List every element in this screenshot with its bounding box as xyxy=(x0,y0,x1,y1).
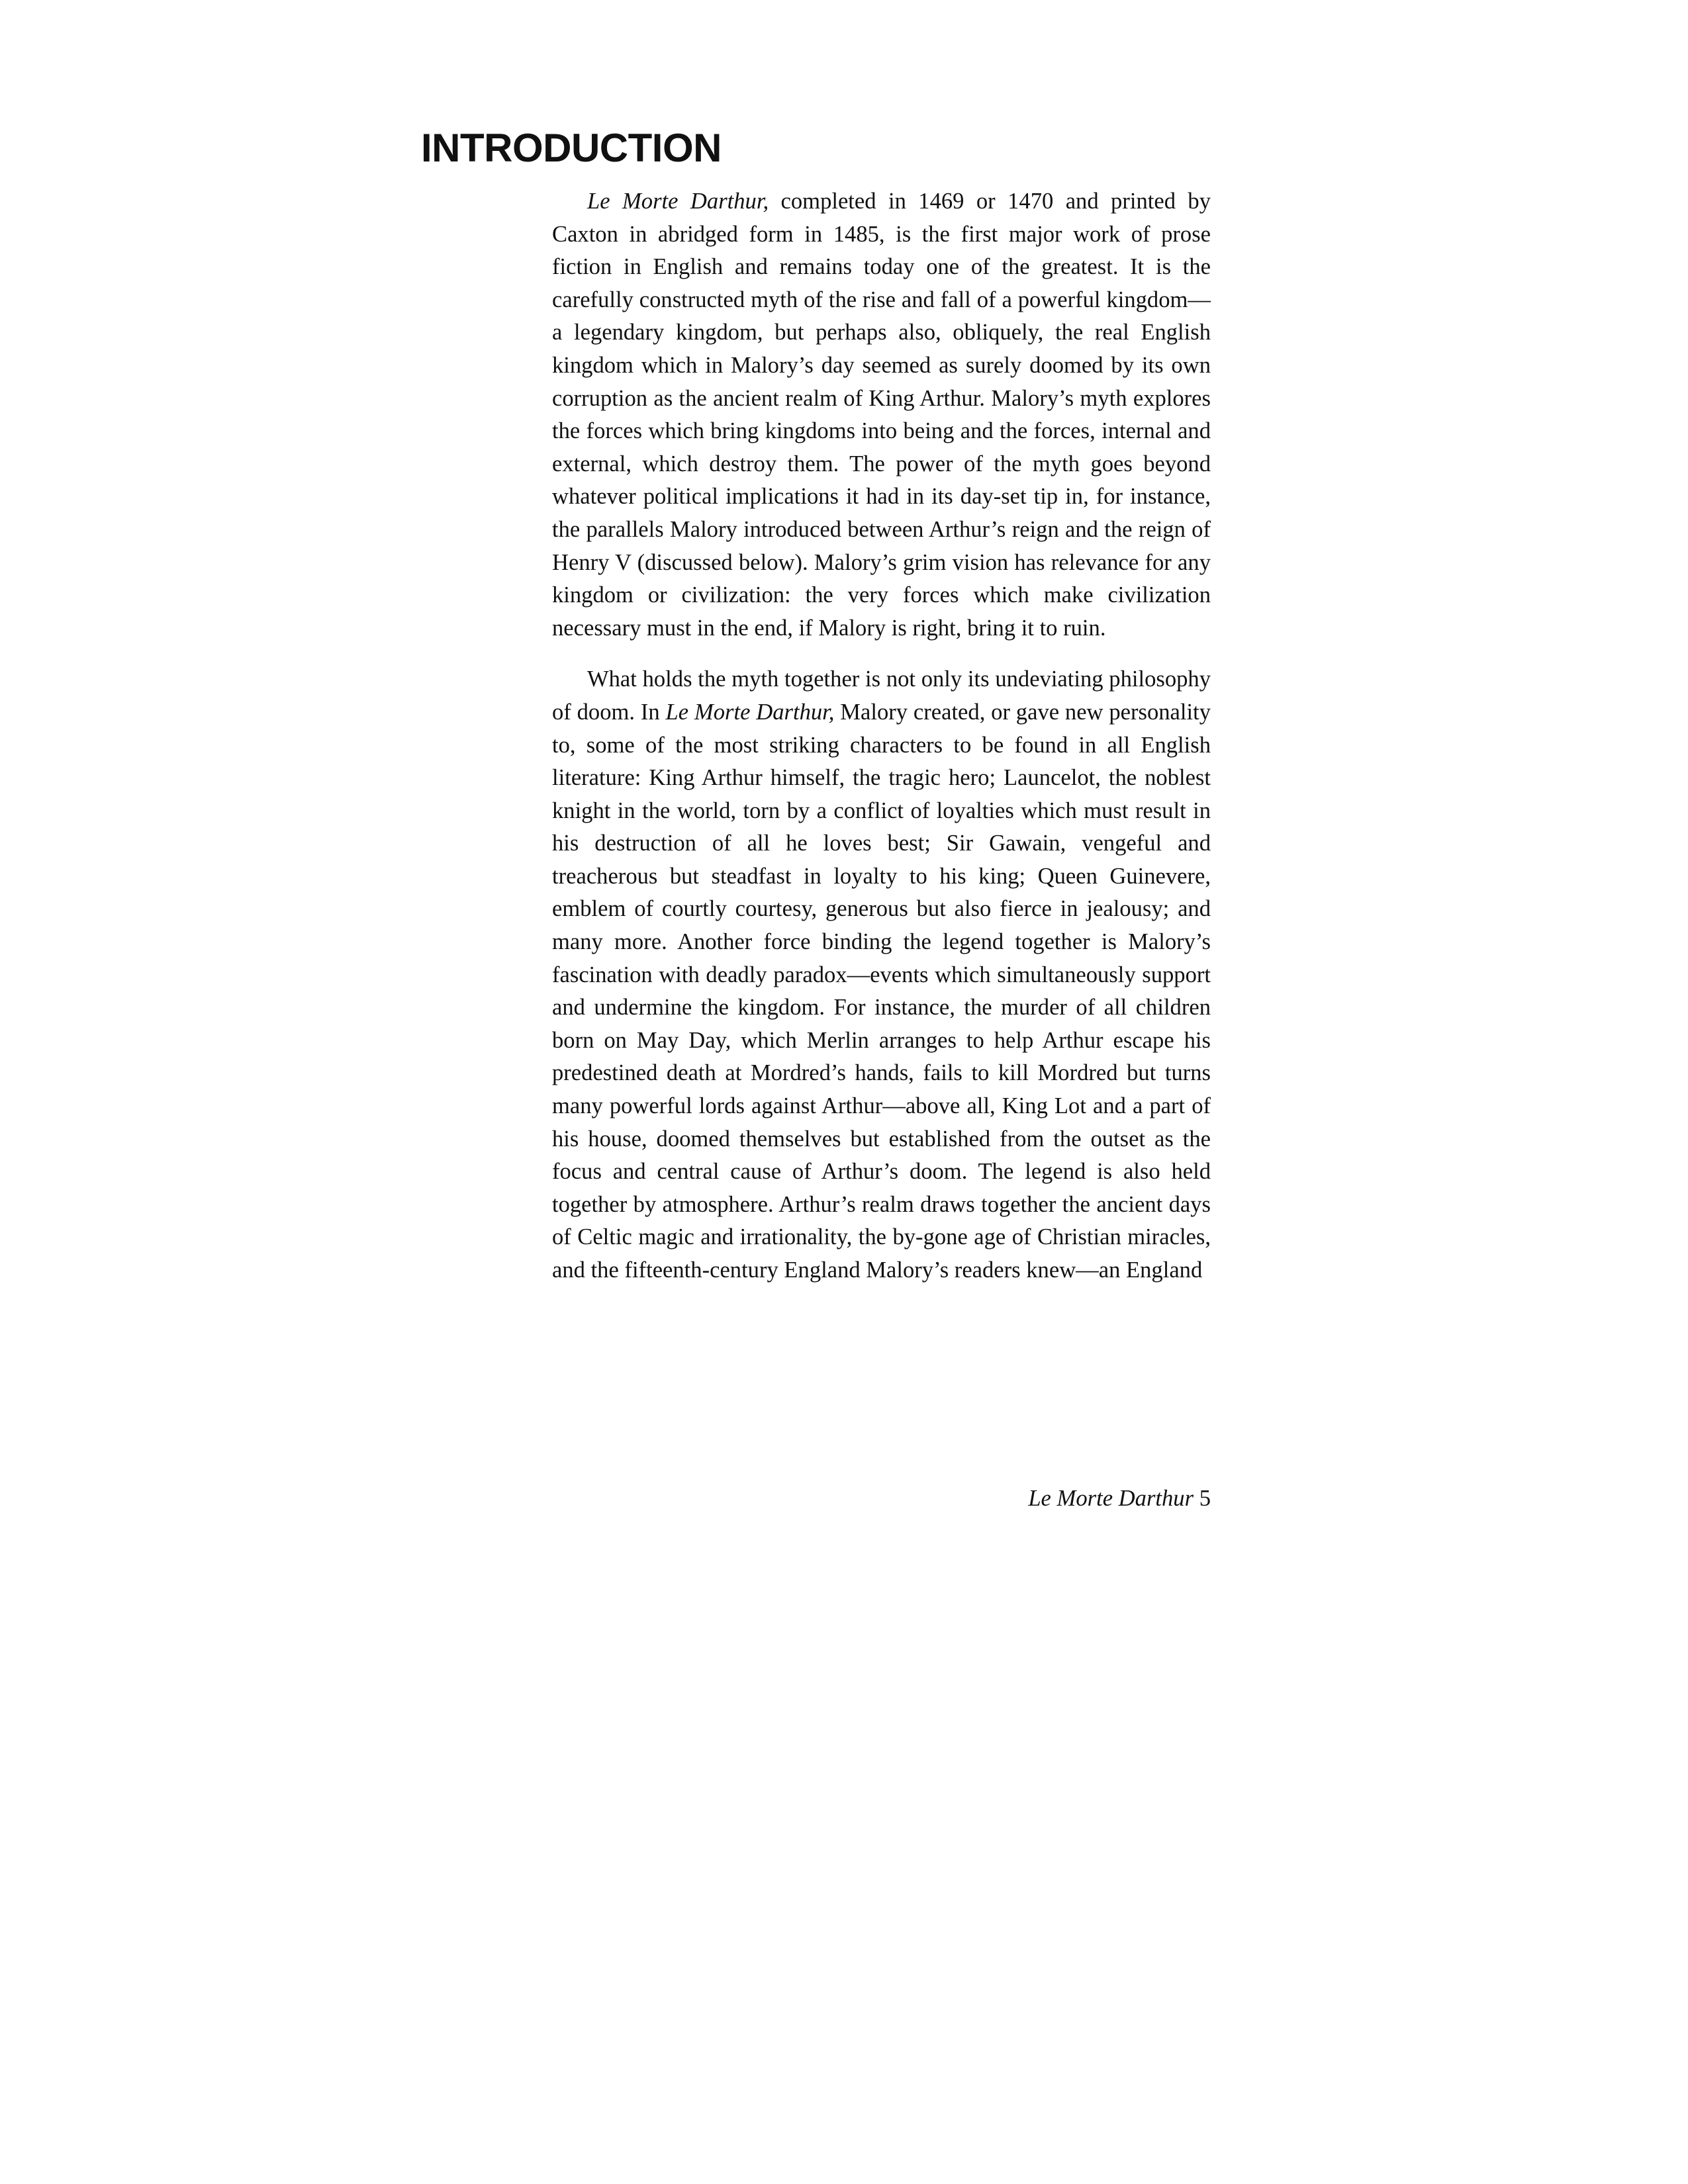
page-number: 5 xyxy=(1199,1486,1211,1511)
running-title: Le Morte Darthur xyxy=(1028,1486,1194,1511)
paragraph-2 xyxy=(552,663,1211,1287)
page-heading: INTRODUCTION xyxy=(421,126,722,170)
paragraph-1 xyxy=(552,185,1211,645)
book-title-italic: Le Morte Darthur, xyxy=(587,189,769,214)
paragraph-2-text-before: What holds the myth together is not only its undeviating philosophy of doom. In xyxy=(552,666,1211,725)
book-title-italic: Le Morte Darthur, xyxy=(665,699,835,725)
page-footer xyxy=(552,1482,1211,1514)
paragraph-1-text: completed in 1469 or 1470 and printed by Caxton in abridged form in 1485, is the first major work of prose fiction in English and remains today one of the greatest. It is the carefully constructed myth of the rise and fall of a powerful kingdom—a legendary kingdom, but perhaps also, obliquely, the real English kingdom which in Malory’s day seemed as surely doomed by its own corruption as the ancient realm of King Arthur. Malory’s myth explores the forces which bring kingdoms into being and the forces, internal and external, which destroy them. The power of the myth goes beyond whatever political implications it had in its day-set tip in, for instance, the parallels Malory introduced between Arthur’s reign and the reign of Henry V (discussed below). Malory’s grim vision has relevance for any kingdom or civilization: the very forces which make civilization necessary must in the end, if Malory is right, bring it to ruin. xyxy=(552,189,1211,641)
paragraph-2-text-after: Malory created, or gave new personality to, some of the most striking characters to be found in all English literature: King Arthur himself, the tragic hero; Launcelot, the noblest knight in the world, torn by a conflict of loyalties which must result in his destruction of all he loves best; Sir Gawain, vengeful and treacherous but steadfast in loyalty to his king; Queen Guinevere, emblem of courtly courtesy, generous but also fierce in jealousy; and many more. Another force binding the legend together is Malory’s fascination with deadly paradox—events which simultaneously support and undermine the kingdom. For instance, the murder of all children born on May Day, which Merlin arranges to help Arthur escape his predestined death at Mordred’s hands, fails to kill Mordred but turns many powerful lords against Arthur—above all, King Lot and a part of his house, doomed themselves but established from the outset as the focus and central cause of Arthur’s doom. The legend is also held together by atmosphere. Arthur’s realm draws together the ancient days of Celtic magic and irrationality, the by-gone age of Christian miracles, and the fifteenth-century England Malory’s readers knew—an England xyxy=(552,699,1211,1283)
body-text xyxy=(552,185,1211,1287)
